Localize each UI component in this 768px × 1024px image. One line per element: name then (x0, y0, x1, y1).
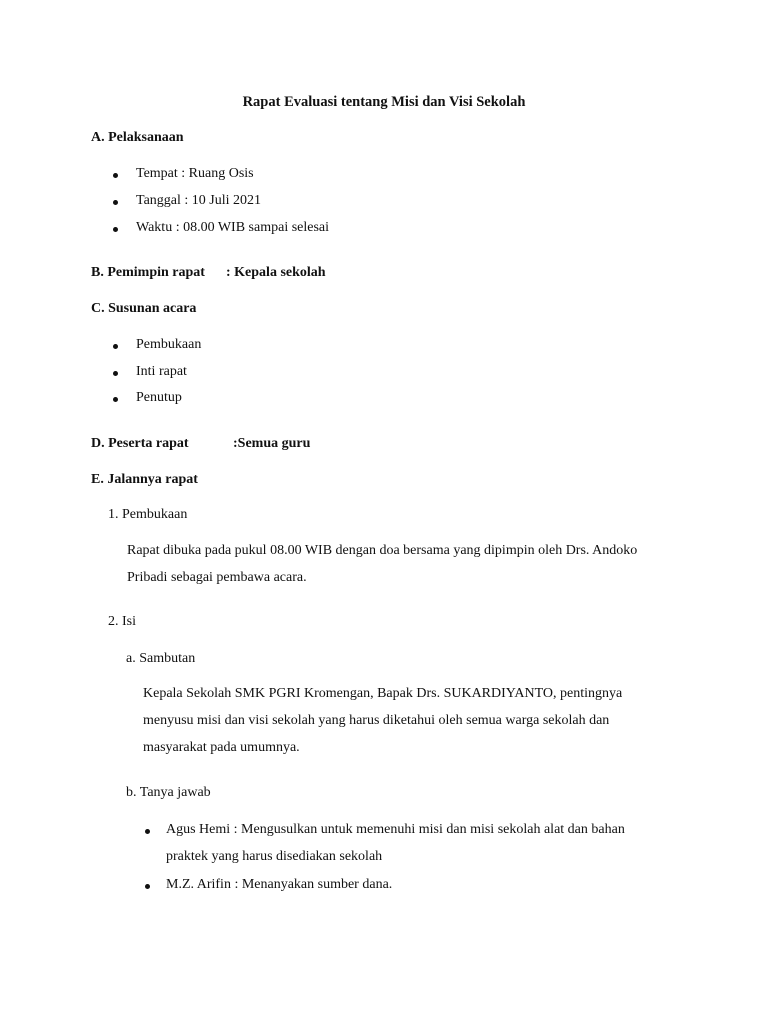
list-item-tempat: Tempat : Ruang Osis (136, 166, 254, 181)
paragraph-line: masyarakat pada umumnya. (143, 740, 300, 755)
bullet-icon (113, 173, 118, 178)
sub-item-sambutan: a. Sambutan (126, 651, 196, 666)
list-item-pembukaan: Pembukaan (136, 337, 202, 352)
list-item-waktu: Waktu : 08.00 WIB sampai selesai (136, 220, 330, 235)
section-d-value: :Semua guru (233, 436, 311, 451)
document-title: Rapat Evaluasi tentang Misi dan Visi Sekolah (242, 94, 526, 110)
bullet-icon (145, 884, 150, 889)
section-b-label: B. Pemimpin rapat (91, 265, 205, 280)
paragraph-line: Kepala Sekolah SMK PGRI Kromengan, Bapak Drs. SUKARDIYANTO, pentingnya (143, 686, 623, 701)
bullet-icon (113, 371, 118, 376)
sub-item-tanya-jawab: b. Tanya jawab (126, 785, 211, 800)
list-item-mz-arifin: M.Z. Arifin : Menanyakan sumber dana. (166, 877, 393, 892)
section-d-label: D. Peserta rapat (91, 436, 189, 451)
paragraph-line: Pribadi sebagai pembawa acara. (127, 570, 307, 585)
list-item-tanggal: Tanggal : 10 Juli 2021 (136, 193, 262, 208)
bullet-icon (113, 200, 118, 205)
list-item-penutup: Penutup (136, 390, 182, 405)
section-b-value: : Kepala sekolah (226, 265, 326, 280)
list-item-agus-hemi: Agus Hemi : Mengusulkan untuk memenuhi misi dan misi sekolah alat dan bahan (166, 822, 625, 837)
bullet-icon (113, 227, 118, 232)
paragraph-line: Rapat dibuka pada pukul 08.00 WIB dengan doa bersama yang dipimpin oleh Drs. Andoko (127, 543, 638, 558)
list-item-agus-hemi-continued: praktek yang harus disediakan sekolah (166, 849, 383, 864)
section-c-heading: C. Susunan acara (91, 301, 197, 316)
list-item-inti-rapat: Inti rapat (136, 364, 187, 379)
bullet-icon (145, 829, 150, 834)
numbered-item-pembukaan: 1. Pembukaan (108, 507, 188, 522)
section-e-heading: E. Jalannya rapat (91, 472, 198, 487)
bullet-icon (113, 397, 118, 402)
section-a-heading: A. Pelaksanaan (91, 130, 184, 145)
paragraph-line: menyusu misi dan visi sekolah yang harus diketahui oleh semua warga sekolah dan (143, 713, 610, 728)
numbered-item-isi: 2. Isi (108, 614, 136, 629)
bullet-icon (113, 344, 118, 349)
